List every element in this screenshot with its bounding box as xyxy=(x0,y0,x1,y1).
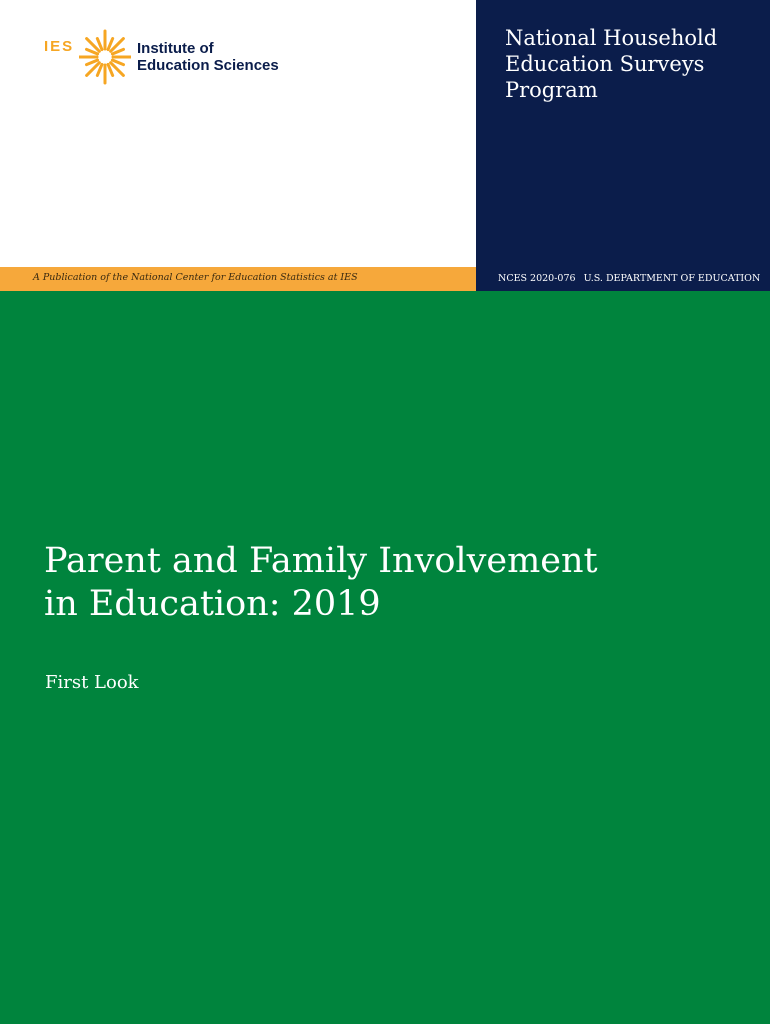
program-title-line1: National Household xyxy=(505,26,718,50)
cover-green-panel xyxy=(0,291,770,1024)
logo-name-line1: Institute of xyxy=(137,40,214,57)
publication-note: A Publication of the National Center for Education Statistics at IES xyxy=(33,272,358,283)
report-subtitle: First Look xyxy=(45,672,139,693)
report-title-line2: in Education: 2019 xyxy=(44,584,381,624)
report-id xyxy=(498,273,760,284)
report-title-line1: Parent and Family Involvement xyxy=(44,541,598,581)
logo-name xyxy=(137,40,279,74)
report-title xyxy=(44,540,598,626)
ies-logo xyxy=(44,28,294,86)
program-title-line2: Education Surveys xyxy=(505,52,705,76)
logo-abbreviation: IES xyxy=(44,38,75,55)
program-title xyxy=(505,25,755,103)
logo-name-line2: Education Sciences xyxy=(137,57,279,74)
program-title-line3: Program xyxy=(505,78,598,102)
report-number: NCES 2020-076 xyxy=(498,273,576,284)
sunburst-icon xyxy=(79,28,131,86)
department-name: U.S. DEPARTMENT OF EDUCATION xyxy=(583,273,761,284)
